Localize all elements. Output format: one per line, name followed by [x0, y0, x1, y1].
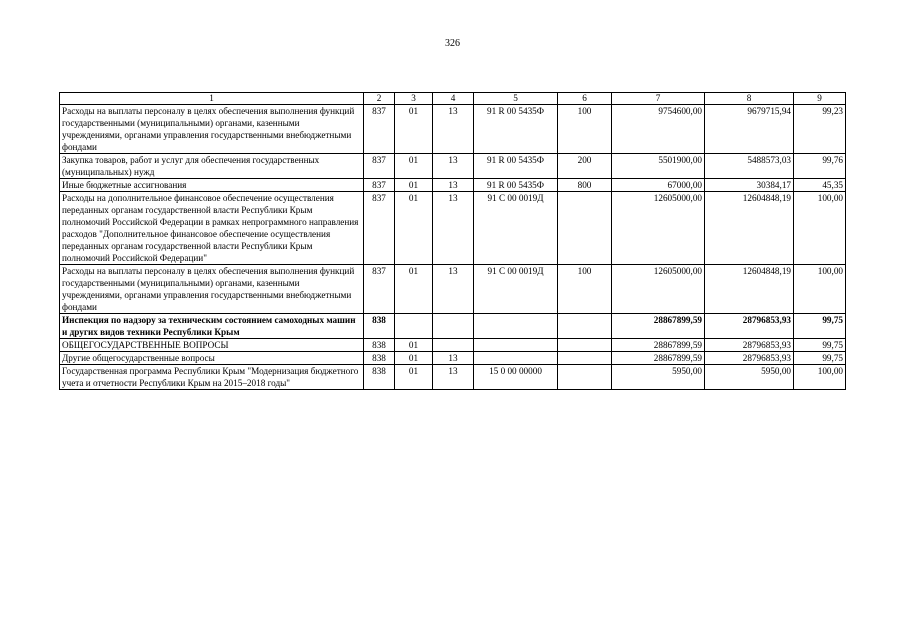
row-vr-cell: 100 [558, 105, 612, 154]
table-row [60, 365, 846, 390]
row-vedomstvo-cell: 837 [364, 105, 395, 154]
row-plan-cell: 28867899,59 [612, 352, 705, 365]
row-razdel-cell: 01 [395, 192, 433, 265]
row-name-cell: Расходы на выплаты персоналу в целях обеспечения выполнения функций государственными (муниципальными) органами, казенными учреждениями, органами управления государственными внебюджетными фондами [60, 105, 364, 154]
row-name-cell: Расходы на дополнительное финансовое обеспечение осуществления переданных органам государственной власти Республики Крым полномочий Российской Федерации в рамках непрограммного направления расходов "Дополнительное финансовое обеспечение осуществления переданных органам государственной власти Республики Крым полномочий Российской Федерации" [60, 192, 364, 265]
row-vedomstvo-cell: 838 [364, 314, 395, 339]
row-razdel-cell: 01 [395, 265, 433, 314]
row-percent-cell: 99,76 [794, 154, 846, 179]
row-plan-cell: 5501900,00 [612, 154, 705, 179]
row-vr-cell [558, 352, 612, 365]
row-csr-cell: 91 R 00 5435Ф [474, 105, 558, 154]
budget-table [59, 92, 846, 390]
row-fact-cell: 28796853,93 [705, 352, 794, 365]
row-vedomstvo-cell: 837 [364, 179, 395, 192]
row-percent-cell: 100,00 [794, 265, 846, 314]
page-number: 326 [445, 38, 460, 49]
row-percent-cell: 100,00 [794, 365, 846, 390]
row-percent-cell: 99,75 [794, 352, 846, 365]
row-percent-cell: 100,00 [794, 192, 846, 265]
row-percent-cell: 45,35 [794, 179, 846, 192]
row-podrazdel-cell [433, 314, 474, 339]
row-csr-cell [474, 352, 558, 365]
row-plan-cell: 28867899,59 [612, 339, 705, 352]
row-plan-cell: 12605000,00 [612, 265, 705, 314]
row-razdel-cell: 01 [395, 154, 433, 179]
row-vedomstvo-cell: 838 [364, 352, 395, 365]
row-plan-cell: 28867899,59 [612, 314, 705, 339]
row-fact-cell: 5950,00 [705, 365, 794, 390]
row-razdel-cell: 01 [395, 179, 433, 192]
row-plan-cell: 5950,00 [612, 365, 705, 390]
row-podrazdel-cell: 13 [433, 192, 474, 265]
table-row [60, 339, 846, 352]
row-plan-cell: 12605000,00 [612, 192, 705, 265]
row-razdel-cell: 01 [395, 105, 433, 154]
header-cell: 7 [612, 93, 705, 105]
row-vr-cell [558, 314, 612, 339]
row-csr-cell: 91 R 00 5435Ф [474, 154, 558, 179]
header-cell: 3 [395, 93, 433, 105]
row-vr-cell: 200 [558, 154, 612, 179]
table-row [60, 265, 846, 314]
row-vr-cell: 100 [558, 265, 612, 314]
row-podrazdel-cell [433, 339, 474, 352]
header-cell: 8 [705, 93, 794, 105]
row-podrazdel-cell: 13 [433, 154, 474, 179]
row-fact-cell: 28796853,93 [705, 339, 794, 352]
table-row [60, 179, 846, 192]
row-csr-cell [474, 314, 558, 339]
row-percent-cell: 99,23 [794, 105, 846, 154]
row-podrazdel-cell: 13 [433, 365, 474, 390]
row-vr-cell [558, 339, 612, 352]
row-fact-cell: 5488573,03 [705, 154, 794, 179]
table-row [60, 314, 846, 339]
row-vedomstvo-cell: 838 [364, 365, 395, 390]
row-csr-cell: 91 С 00 0019Д [474, 192, 558, 265]
row-razdel-cell: 01 [395, 365, 433, 390]
row-name-cell: Другие общегосударственные вопросы [60, 352, 364, 365]
row-name-cell: Иные бюджетные ассигнования [60, 179, 364, 192]
row-fact-cell: 30384,17 [705, 179, 794, 192]
row-fact-cell: 28796853,93 [705, 314, 794, 339]
row-fact-cell: 9679715,94 [705, 105, 794, 154]
row-percent-cell: 99,75 [794, 314, 846, 339]
table-row [60, 192, 846, 265]
row-fact-cell: 12604848,19 [705, 265, 794, 314]
header-cell: 5 [474, 93, 558, 105]
row-plan-cell: 9754600,00 [612, 105, 705, 154]
row-podrazdel-cell: 13 [433, 105, 474, 154]
table-row [60, 154, 846, 179]
row-vedomstvo-cell: 838 [364, 339, 395, 352]
row-razdel-cell: 01 [395, 352, 433, 365]
row-podrazdel-cell: 13 [433, 265, 474, 314]
row-vr-cell: 800 [558, 179, 612, 192]
header-row [60, 93, 846, 105]
row-percent-cell: 99,75 [794, 339, 846, 352]
row-name-cell: ОБЩЕГОСУДАРСТВЕННЫЕ ВОПРОСЫ [60, 339, 364, 352]
row-csr-cell: 91 С 00 0019Д [474, 265, 558, 314]
table-row [60, 352, 846, 365]
row-csr-cell: 15 0 00 00000 [474, 365, 558, 390]
row-name-cell: Расходы на выплаты персоналу в целях обеспечения выполнения функций государственными (муниципальными) органами, казенными учреждениями, органами управления государственными внебюджетными фондами [60, 265, 364, 314]
header-cell: 9 [794, 93, 846, 105]
row-csr-cell [474, 339, 558, 352]
row-name-cell: Закупка товаров, работ и услуг для обеспечения государственных (муниципальных) нужд [60, 154, 364, 179]
row-csr-cell: 91 R 00 5435Ф [474, 179, 558, 192]
row-vr-cell [558, 192, 612, 265]
header-cell: 4 [433, 93, 474, 105]
row-vr-cell [558, 365, 612, 390]
header-cell: 1 [60, 93, 364, 105]
row-vedomstvo-cell: 837 [364, 154, 395, 179]
row-podrazdel-cell: 13 [433, 352, 474, 365]
row-vedomstvo-cell: 837 [364, 265, 395, 314]
header-cell: 2 [364, 93, 395, 105]
row-fact-cell: 12604848,19 [705, 192, 794, 265]
row-name-cell: Инспекция по надзору за техническим состоянием самоходных машин и других видов техники Республики Крым [60, 314, 364, 339]
table-row [60, 105, 846, 154]
row-name-cell: Государственная программа Республики Крым "Модернизация бюджетного учета и отчетности Республики Крым на 2015–2018 годы" [60, 365, 364, 390]
header-cell: 6 [558, 93, 612, 105]
row-podrazdel-cell: 13 [433, 179, 474, 192]
row-razdel-cell [395, 314, 433, 339]
row-plan-cell: 67000,00 [612, 179, 705, 192]
row-razdel-cell: 01 [395, 339, 433, 352]
row-vedomstvo-cell: 837 [364, 192, 395, 265]
